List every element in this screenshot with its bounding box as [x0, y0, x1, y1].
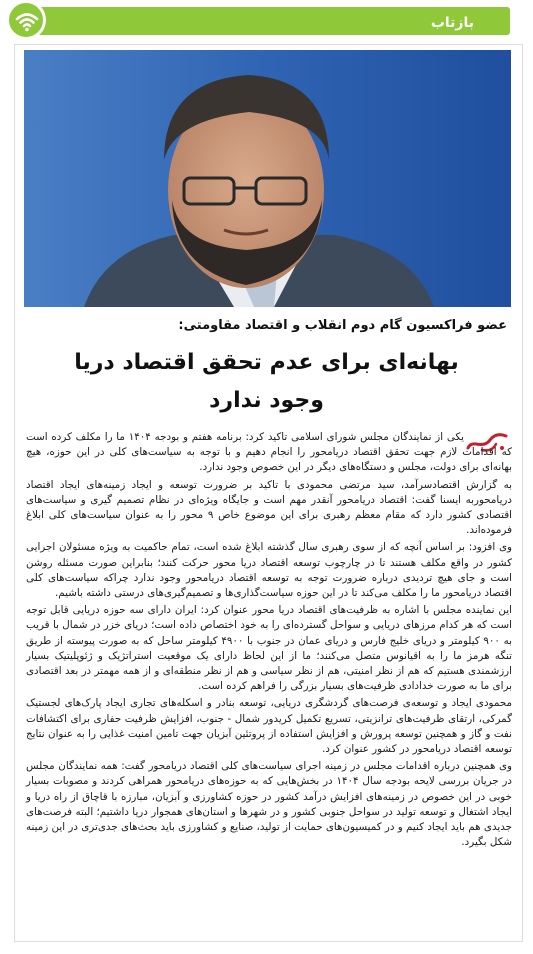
wifi-icon — [6, 0, 46, 40]
article-paragraph: به گزارش اقتصادسرآمد، سید مرتضی محمودی با تاکید بر ضرورت توسعه و ایجاد زمینه‌های ایجاد اقتصاد دریامحوربه ایسنا گفت: اقتصاد دریامحور آنقدر مهم است و جایگاه ویژه‌ای در نظام تصمیم گیری و سیاست‌های اقتصادی کشور دارد که مقام معظم رهبری برای این موضوع خاص ۹ محور را به عنوان سیاست‌های کلی ابلاغ فرموده‌اند. — [26, 478, 512, 537]
section-header-bar — [22, 7, 510, 35]
article-paragraph: محمودی ایجاد و توسعه‌ی فرصت‌های گردشگری دریایی، توسعه بنادر و اسکله‌های تجاری ایجاد پارک‌های لجستیک گمرکی، ارتقای ظرفیت‌های ترانزیتی، تسریع تکمیل کریدور شمال - جنوب، افزایش ظرفیت حفاری برای اکتشافات نفت و گاز و همچنین توسعه پرورش و افزایش استفاده از پروتئین آبزیان جهت تامین امنیت غذایی را به عنوان نتایج توسعه اقتصاد دریامحور در کشور عنوان کرد. — [26, 697, 512, 756]
article-headline-line2: وجود ندارد — [209, 388, 324, 413]
article-paragraph: وی همچنین درباره اقدامات مجلس در زمینه اجرای سیاست‌های کلی اقتصاد دریامحور گفت: همه نمایندگان مجلس در جریان بررسی لایحه بودجه سال ۱۴۰۴ در بخش‌هایی که به حوزه‌های دریامحور همراهی کردند و مصوبات بسیار خوبی در این خصوص در زمینه‌های افزایش درآمد کشور در حوزه کشاورزی و آبزیان، مبارزه با قاچاق از راه دریا و ایجاد اشتغال و توسعه تولید در سواحل جنوبی کشور و در شهرها و استان‌های همجوار دریا داشتیم؛ البته فرصت‌های جدیدی هم باید ایجاد کنیم و در کمیسیون‌های حمایت از تولید، صنایع و کشاورزی باید بحث‌های جدی‌تری در این زمینه شکل بگیرد. — [26, 760, 512, 849]
section-header — [0, 0, 533, 40]
article-paragraph: این نماینده مجلس با اشاره به ظرفیت‌های اقتصاد دریا محور عنوان کرد: ایران دارای سه حوزه دریایی قابل توجه است که هر کدام مرزهای دریایی و سواحل گسترده‌ای را به خود اختصاص داده است؛ دریای خزر در شمال با قریب به ۹۰۰ کیلومتر و دریای خلیج فارس و دریای عمان در جنوب با ۴۹۰۰ کیلومتر ساحل که به صورت پیوسته از طریق تنگه هرمز ما را به اقیانوس متصل می‌کنند؛ ما از این لحاظ دارای یک موقعیت استراتژیک و ژئوپلیتیک بسیار ارزشمندی هستیم که هم از نظر امنیتی، هم از نظر سیاسی و هم از نظر منطقه‌ای و از همه مهمتر در بعد اقتصادی برای ما به صورت خدادادی ظرفیت‌های بسیار بزرگی را فراهم کرده است. — [26, 604, 512, 693]
article-kicker: عضو فراکسیون گام دوم انقلاب و اقتصاد مقاومتی: — [178, 318, 507, 333]
article-body — [26, 430, 512, 852]
article-headline-line1: بهانه‌ای برای عدم تحقق اقتصاد دریا — [74, 350, 459, 375]
section-label: بازتاب — [430, 15, 474, 31]
article-photo — [24, 50, 511, 307]
article-paragraph: وی افزود: بر اساس آنچه که از سوی رهبری سال گذشته ابلاغ شده است، تمام حاکمیت به ویژه مسئولان اجرایی کشور در واقع مکلف هستند تا در چارچوب توسعه اقتصاد دریا محور حرکت کنند؛ بنابراین صورت مسئله روشن است و جای هیچ تردیدی درباره ضرورت توجه به توسعه اقتصاد دریامحور وجود ندارد چراکه سیاست‌های کلی اقتصاد دریامحور ما را مکلف می‌کند تا در این حوزه سیاست‌گذاری‌ها و تصمیم‌گیری‌های درستی داشته باشیم. — [26, 541, 512, 600]
article-paragraph: یکی از نمایندگان مجلس شورای اسلامی تاکید کرد: برنامه هفتم و بودجه ۱۴۰۴ ما را مکلف کرده است که اقدامات لازم جهت تحقق اقتصاد دریامحور را انجام دهیم و با توجه به سیاست‌های کلی در این حوزه، هیچ بهانه‌ای برای دولت، مجلس و دستگاه‌های دیگر در این خصوص وجود ندارد. — [26, 431, 512, 474]
